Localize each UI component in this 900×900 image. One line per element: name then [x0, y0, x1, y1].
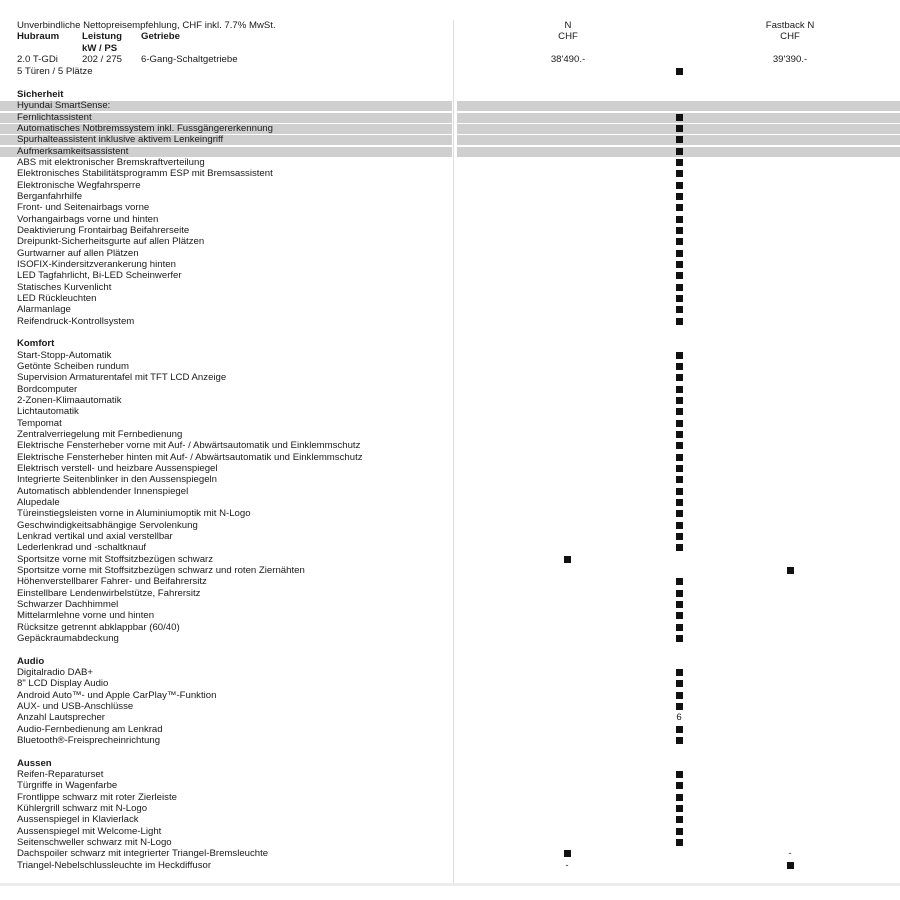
mark-square: [676, 306, 683, 313]
feature-label: Aufmerksamkeitsassistent: [17, 146, 129, 157]
feature-label: Alarmanlage: [17, 304, 71, 315]
feature-label: Gepäckraumabdeckung: [17, 633, 119, 644]
feature-label: Statisches Kurvenlicht: [17, 282, 112, 293]
feature-label: LED Rückleuchten: [17, 293, 97, 304]
mark-square: [676, 771, 683, 778]
feature-label: Sportsitze vorne mit Stoffsitzbezügen schwarz und roten Ziernähten: [17, 565, 305, 576]
feature-label: Berganfahrhilfe: [17, 191, 83, 202]
mark-square: [676, 544, 683, 551]
mark-square: [676, 386, 683, 393]
mark-square: [676, 363, 683, 370]
feature-label: AUX- und USB-Anschlüsse: [17, 701, 134, 712]
feature-label: Anzahl Lautsprecher: [17, 712, 105, 723]
model-fastback-label: Fastback N: [765, 20, 815, 31]
mark-square: [676, 782, 683, 789]
mark-square: [676, 397, 683, 404]
mark-square: [676, 238, 683, 245]
mark-value: 6: [676, 712, 682, 723]
mark-square: [676, 522, 683, 529]
mark-square: [676, 182, 683, 189]
feature-label: Lederlenkrad und -schaltknauf: [17, 542, 147, 553]
feature-label: Elektrische Fensterheber vorne mit Auf- / Abwärtsautomatik und Einklemmschutz: [17, 440, 361, 451]
mark-square: [676, 454, 683, 461]
feature-label: Getönte Scheiben rundum: [17, 361, 130, 372]
feature-label: Android Auto™- und Apple CarPlay™-Funktion: [17, 690, 217, 701]
feature-label: Audio-Fernbedienung am Lenkrad: [17, 724, 163, 735]
price-fastback: 39'390.-: [772, 54, 808, 65]
mark-square: [676, 839, 683, 846]
mark-square: [676, 431, 683, 438]
feature-label: Rücksitze getrennt abklappbar (60/40): [17, 622, 180, 633]
col-getriebe: Getriebe: [141, 31, 180, 42]
gearbox: 6-Gang-Schaltgetriebe: [141, 54, 238, 65]
feature-label: Tempomat: [17, 418, 62, 429]
feature-label: Hyundai SmartSense:: [17, 100, 111, 111]
feature-label: Spurhalteassistent inklusive aktivem Lenkeingriff: [17, 134, 224, 145]
mark-square: [676, 533, 683, 540]
mark-square: [676, 216, 683, 223]
feature-label: Türgriffe in Wagenfarbe: [17, 780, 118, 791]
feature-label: Zentralverriegelung mit Fernbedienung: [17, 429, 183, 440]
mark-square: [676, 680, 683, 687]
mark-square: [676, 635, 683, 642]
feature-label: Vorhangairbags vorne und hinten: [17, 214, 159, 225]
feature-label: Mittelarmlehne vorne und hinten: [17, 610, 155, 621]
feature-label: Bluetooth®-Freisprecheinrichtung: [17, 735, 161, 746]
model-n-label: N: [564, 20, 572, 31]
mark-square: [676, 318, 683, 325]
mark-square: [676, 284, 683, 291]
mark-square: [676, 465, 683, 472]
mark-square: [676, 136, 683, 143]
section-heading: Komfort: [17, 338, 55, 349]
mark-square: [676, 352, 683, 359]
feature-label: Dreipunkt-Sicherheitsgurte auf allen Plätzen: [17, 236, 205, 247]
mark-square: [676, 442, 683, 449]
mark-square: [676, 590, 683, 597]
mark-square: [676, 408, 683, 415]
mark-square: [676, 624, 683, 631]
feature-label: Deaktivierung Frontairbag Beifahrerseite: [17, 225, 190, 236]
feature-label: Automatisch abblendender Innenspiegel: [17, 486, 189, 497]
feature-label: Digitalradio DAB+: [17, 667, 93, 678]
mark-square: [676, 420, 683, 427]
feature-label: Automatisches Notbremssystem inkl. Fussgängererkennung: [17, 123, 273, 134]
section-heading: Sicherheit: [17, 89, 64, 100]
feature-label: Elektronisches Stabilitätsprogramm ESP mit Bremsassistent: [17, 168, 273, 179]
feature-label: Integrierte Seitenblinker in den Aussenspiegeln: [17, 474, 218, 485]
mark-square: [787, 567, 794, 574]
feature-label: Gurtwarner auf allen Plätzen: [17, 248, 139, 259]
mark-square: [676, 68, 683, 75]
mark-square: [676, 295, 683, 302]
mark-square: [787, 862, 794, 869]
feature-label: Triangel-Nebelschlussleuchte im Heckdiffusor: [17, 860, 212, 871]
mark-square: [676, 578, 683, 585]
col-hubraum: Hubraum: [17, 31, 60, 42]
mark-square: [676, 805, 683, 812]
feature-label: ISOFIX-Kindersitzverankerung hinten: [17, 259, 176, 270]
mark-square: [676, 816, 683, 823]
mark-square: [676, 159, 683, 166]
mark-square: [676, 374, 683, 381]
mark-square: [676, 488, 683, 495]
mark-square: [676, 125, 683, 132]
power: 202 / 275: [82, 54, 123, 65]
feature-label: Elektrisch verstell- und heizbare Aussenspiegel: [17, 463, 218, 474]
mark-square: [564, 850, 571, 857]
feature-label: Schwarzer Dachhimmel: [17, 599, 119, 610]
mark-square: [676, 737, 683, 744]
feature-label: Elektrische Fensterheber hinten mit Auf- / Abwärtsautomatik und Einklemmschutz: [17, 452, 363, 463]
mark-square: [676, 204, 683, 211]
mark-square: [676, 601, 683, 608]
mark-square: [676, 703, 683, 710]
mark-square: [676, 726, 683, 733]
mark-dash: -: [565, 860, 569, 871]
feature-label: Aussenspiegel in Klavierlack: [17, 814, 139, 825]
feature-label: Bordcomputer: [17, 384, 78, 395]
feature-label: Reifen-Reparaturset: [17, 769, 104, 780]
mark-dash: -: [788, 848, 792, 859]
feature-label: Aussenspiegel mit Welcome-Light: [17, 826, 162, 837]
feature-label: LED Tagfahrlicht, Bi-LED Scheinwerfer: [17, 270, 182, 281]
feature-label: Lichtautomatik: [17, 406, 79, 417]
feature-label: Lenkrad vertikal und axial verstellbar: [17, 531, 173, 542]
mark-square: [676, 250, 683, 257]
feature-label: Kühlergrill schwarz mit N-Logo: [17, 803, 148, 814]
mark-square: [676, 612, 683, 619]
mark-square: [676, 794, 683, 801]
mark-square: [676, 148, 683, 155]
mark-square: [676, 261, 683, 268]
feature-label: Alupedale: [17, 497, 60, 508]
feature-label: Seitenschweller schwarz mit N-Logo: [17, 837, 172, 848]
feature-label: Dachspoiler schwarz mit integrierter Triangel-Bremsleuchte: [17, 848, 269, 859]
section-heading: Aussen: [17, 758, 52, 769]
mark-square: [676, 170, 683, 177]
mark-square: [676, 272, 683, 279]
mark-square: [676, 669, 683, 676]
feature-label: Supervision Armaturentafel mit TFT LCD Anzeige: [17, 372, 227, 383]
feature-label: 8" LCD Display Audio: [17, 678, 109, 689]
bottom-rule: [0, 883, 900, 886]
mark-square: [676, 114, 683, 121]
feature-label: Start-Stopp-Automatik: [17, 350, 112, 361]
feature-label: ABS mit elektronischer Bremskraftverteilung: [17, 157, 205, 168]
doors: 5 Türen / 5 Plätze: [17, 66, 93, 77]
feature-label: Einstellbare Lendenwirbelstütze, Fahrersitz: [17, 588, 201, 599]
feature-label: Fernlichtassistent: [17, 112, 92, 123]
column-divider: [453, 20, 454, 884]
col-leistung-unit: kW / PS: [82, 43, 118, 54]
section-heading: Audio: [17, 656, 45, 667]
feature-label: Frontlippe schwarz mit roter Zierleiste: [17, 792, 177, 803]
feature-label: Höhenverstellbarer Fahrer- und Beifahrersitz: [17, 576, 207, 587]
mark-square: [676, 828, 683, 835]
mark-square: [564, 556, 571, 563]
feature-label: Front- und Seitenairbags vorne: [17, 202, 150, 213]
currency-n: CHF: [558, 31, 578, 42]
mark-square: [676, 476, 683, 483]
feature-label: Sportsitze vorne mit Stoffsitzbezügen schwarz: [17, 554, 214, 565]
engine: 2.0 T-GDi: [17, 54, 58, 65]
mark-square: [676, 510, 683, 517]
feature-label: Türeinstiegsleisten vorne in Aluminiumoptik mit N-Logo: [17, 508, 251, 519]
price-n: 38'490.-: [550, 54, 586, 65]
mark-square: [676, 193, 683, 200]
feature-label: Elektronische Wegfahrsperre: [17, 180, 141, 191]
mark-square: [676, 692, 683, 699]
feature-label: Reifendruck-Kontrollsystem: [17, 316, 135, 327]
col-leistung: Leistung: [82, 31, 122, 42]
highlight-band-right: [457, 101, 900, 111]
mark-square: [676, 227, 683, 234]
feature-label: 2-Zonen-Klimaautomatik: [17, 395, 122, 406]
mark-square: [676, 499, 683, 506]
currency-fastback: CHF: [780, 31, 800, 42]
feature-label: Geschwindigkeitsabhängige Servolenkung: [17, 520, 198, 531]
price-header-title: Unverbindliche Nettopreisempfehlung, CHF inkl. 7.7% MwSt.: [17, 20, 276, 31]
